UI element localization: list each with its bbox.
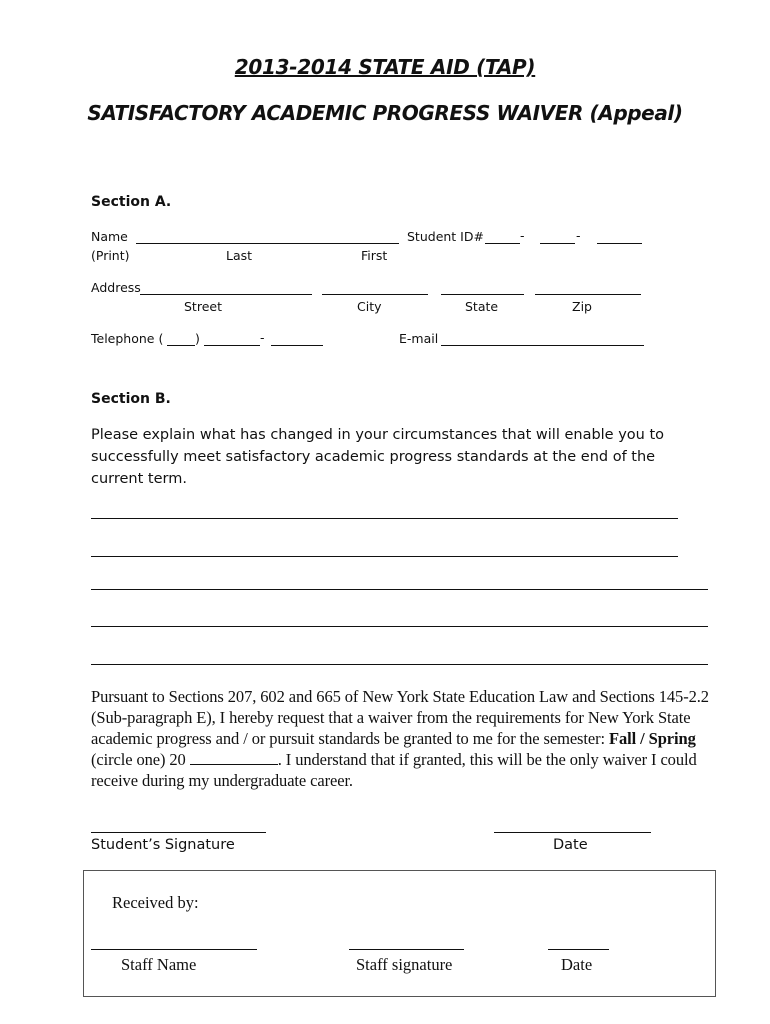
staff-name-label: Staff Name (121, 955, 197, 974)
telephone-label: Telephone ( (91, 331, 164, 346)
telephone-close-paren: ) (195, 331, 200, 346)
waiver-statement (91, 686, 716, 791)
statement-circle-one: (circle one) 20 (91, 750, 190, 769)
form-title: 2013-2014 STATE AID (TAP) (234, 55, 536, 79)
explanation-line-3[interactable] (91, 589, 708, 590)
street-caption: Street (184, 299, 222, 314)
staff-signature-field[interactable] (349, 949, 464, 950)
telephone-separator: - (260, 330, 265, 345)
city-field[interactable] (322, 294, 428, 295)
statement-text-after: . I understand that if granted, this will be the only waiver I could receive during my undergraduate career. (91, 750, 697, 790)
staff-date-field[interactable] (548, 949, 609, 950)
state-field[interactable] (441, 294, 524, 295)
last-name-caption: Last (226, 248, 253, 263)
student-id-field-3[interactable] (597, 243, 642, 244)
student-id-field-1[interactable] (485, 243, 520, 244)
student-date-field[interactable] (494, 832, 651, 833)
street-field[interactable] (140, 294, 312, 295)
explanation-line-5[interactable] (91, 664, 708, 665)
state-caption: State (465, 299, 499, 314)
staff-use-box (83, 870, 716, 997)
phone-line-field[interactable] (271, 345, 323, 346)
section-b-prompt: Please explain what has changed in your circumstances that will enable you to successfully meet satisfactory academic progress standards at the end of the current term. (91, 427, 665, 487)
student-id-separator-1: - (520, 228, 525, 243)
received-by-label: Received by: (112, 893, 199, 912)
staff-signature-label: Staff signature (356, 955, 453, 974)
staff-date-label: Date (561, 955, 593, 974)
student-date-label: Date (553, 837, 588, 853)
section-a-heading: Section A. (91, 194, 172, 210)
email-label: E-mail (399, 331, 439, 346)
print-label: (Print) (91, 248, 130, 263)
student-signature-field[interactable] (91, 832, 266, 833)
zip-field[interactable] (535, 294, 641, 295)
student-signature-label: Student’s Signature (91, 837, 235, 853)
name-field[interactable] (136, 243, 399, 244)
statement-text-before: Pursuant to Sections 207, 602 and 665 of New York State Education Law and Sections 145-2.2 (Sub-paragraph E), I hereby request that a waiver from the requirements for New York State academic progress and / or pursuit standards be granted to me for the semester: (91, 687, 709, 748)
address-label: Address (91, 280, 141, 295)
first-name-caption: First (361, 248, 388, 263)
student-id-separator-2: - (576, 228, 581, 243)
name-label: Name (91, 229, 128, 244)
staff-name-field[interactable] (91, 949, 257, 950)
email-field[interactable] (441, 345, 644, 346)
explanation-line-2[interactable] (91, 556, 678, 557)
student-id-label: Student ID# (407, 229, 484, 244)
zip-caption: Zip (572, 299, 592, 314)
form-subtitle: SATISFACTORY ACADEMIC PROGRESS WAIVER (Appeal) (87, 101, 683, 125)
city-caption: City (357, 299, 382, 314)
section-b-heading: Section B. (91, 391, 171, 407)
semester-fall-spring[interactable]: Fall / Spring (609, 729, 696, 748)
area-code-field[interactable] (167, 345, 195, 346)
explanation-line-1[interactable] (91, 518, 678, 519)
student-id-field-2[interactable] (540, 243, 575, 244)
year-field[interactable] (190, 751, 278, 765)
explanation-line-4[interactable] (91, 626, 708, 627)
phone-prefix-field[interactable] (204, 345, 260, 346)
